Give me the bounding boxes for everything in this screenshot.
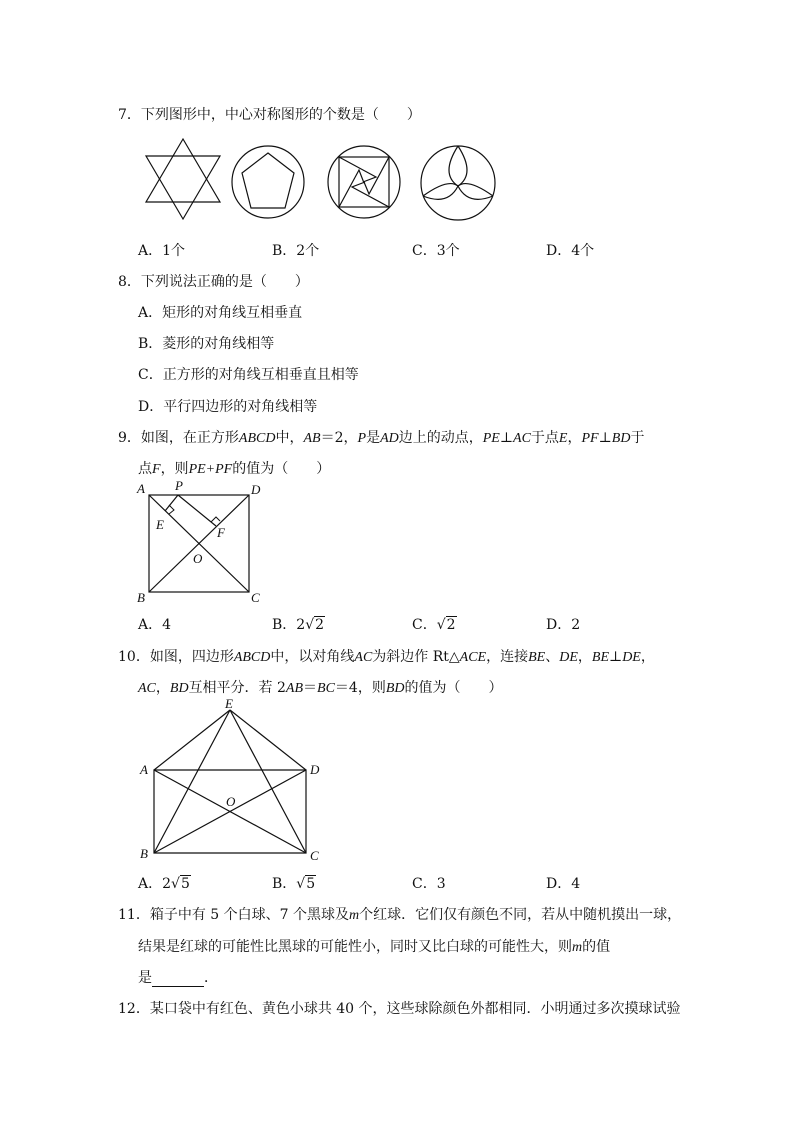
q7-option-a: A．1个 bbox=[138, 243, 186, 259]
q10-option-b bbox=[272, 873, 316, 893]
q9-text: 于点 bbox=[530, 430, 559, 446]
q10-stem-line2 bbox=[138, 677, 503, 697]
q10-text: ⊥ bbox=[609, 649, 623, 665]
q9-label-c: C bbox=[251, 590, 260, 605]
q10-text: 、 bbox=[545, 649, 560, 665]
q11-line1 bbox=[118, 904, 681, 924]
q9-var: E bbox=[558, 431, 568, 446]
q9-var: PF bbox=[581, 431, 599, 446]
q10-text: ， bbox=[155, 680, 170, 696]
q10-option-d: D．4 bbox=[546, 876, 581, 892]
q10-var: BE bbox=[591, 650, 610, 665]
q10-label-d: D bbox=[310, 762, 320, 777]
q9-option-c-prefix: C． bbox=[412, 617, 437, 633]
q9-var: AB bbox=[303, 431, 321, 446]
answer-blank[interactable] bbox=[152, 972, 204, 987]
q10-stem-line1 bbox=[118, 646, 655, 666]
q9-var: PE+PF bbox=[188, 462, 233, 477]
q12-line1: 12．某口袋中有红色、黄色小球共 40 个，这些球除颜色外都相同．小明通过多次摸球试验 bbox=[118, 1001, 681, 1017]
q10-text: ＝4，则 bbox=[334, 680, 386, 696]
q10-label-o: O bbox=[226, 794, 236, 809]
q10-option-a-prefix: A．2 bbox=[138, 876, 172, 892]
sqrt-symbol: √5 bbox=[171, 876, 190, 892]
q10-text: 互相平分．若 2 bbox=[188, 680, 286, 696]
q10-var: ACE bbox=[459, 650, 487, 665]
q10-var: DE bbox=[622, 650, 641, 665]
three-arcs-in-circle-figure bbox=[418, 144, 498, 222]
q9-label-f: F bbox=[217, 525, 225, 540]
q10-var: BD bbox=[385, 681, 405, 696]
q9-var: AD bbox=[380, 431, 399, 446]
q7-option-b: B．2个 bbox=[272, 243, 320, 259]
squares-in-circle-figure bbox=[326, 144, 402, 220]
q9-stem-line1 bbox=[118, 427, 644, 447]
q9-option-a: A．4 bbox=[138, 617, 172, 633]
q10-label-a: A bbox=[140, 762, 148, 777]
q9-text: ＝2， bbox=[320, 430, 358, 446]
q9-text: 于 bbox=[630, 430, 645, 446]
q10-var: AC bbox=[138, 681, 156, 696]
q11-var: m bbox=[348, 908, 360, 923]
q7-stem: 7．下列图形中，中心对称图形的个数是（ ） bbox=[118, 107, 421, 123]
q10-var: AB bbox=[285, 681, 304, 696]
q9-stem-line2 bbox=[138, 458, 330, 478]
q8-option-c: C．正方形的对角线互相垂直且相等 bbox=[138, 367, 359, 383]
q10-text: 中，以对角线 bbox=[270, 649, 355, 665]
q10-text: ＝ bbox=[303, 680, 318, 696]
q9-label-e: E bbox=[156, 517, 164, 532]
q9-label-p: P bbox=[175, 478, 183, 493]
pentagon-in-circle-figure bbox=[230, 144, 306, 220]
q9-text: ⊥ bbox=[499, 430, 514, 446]
q9-text: ，则 bbox=[160, 461, 189, 477]
q11-line2 bbox=[138, 936, 610, 956]
q8-option-d: D．平行四边形的对角线相等 bbox=[138, 399, 318, 415]
q10-text: ，连接 bbox=[486, 649, 529, 665]
q9-label-o: O bbox=[193, 551, 203, 566]
q11-line3 bbox=[138, 967, 218, 987]
q11-text: 个红球．它们仅有颜色不同，若从中随机摸出一球， bbox=[359, 907, 682, 923]
q10-var: ABCD bbox=[233, 650, 271, 665]
q7-option-c: C．3个 bbox=[412, 243, 460, 259]
q10-text: 为斜边作 Rt△ bbox=[372, 649, 460, 665]
q11-text: 是 bbox=[138, 970, 152, 986]
q10-text: ， bbox=[640, 649, 655, 665]
q9-text: 点 bbox=[138, 461, 152, 477]
q10-option-b-radicand: 5 bbox=[306, 876, 316, 892]
q9-text: ⊥ bbox=[598, 430, 612, 446]
q10-label-b: B bbox=[140, 846, 148, 861]
q10-text: ， bbox=[577, 649, 592, 665]
q10-var: BE bbox=[528, 650, 546, 665]
q9-label-a: A bbox=[137, 481, 145, 496]
q10-option-a-radicand: 5 bbox=[180, 876, 190, 892]
sqrt-symbol: √5 bbox=[296, 876, 316, 892]
q10-label-e: E bbox=[225, 698, 233, 711]
q9-text: 中， bbox=[275, 430, 304, 446]
q11-text: 结果是红球的可能性比黑球的可能性小，同时又比白球的可能性大，则 bbox=[138, 939, 572, 955]
q10-var: BD bbox=[169, 681, 189, 696]
sqrt-symbol: √2 bbox=[305, 617, 325, 633]
q9-option-b bbox=[272, 614, 325, 634]
q8-option-b: B．菱形的对角线相等 bbox=[138, 336, 275, 352]
q10-text: 10．如图，四边形 bbox=[118, 649, 234, 665]
q10-option-a bbox=[138, 873, 191, 893]
q8-stem: 8．下列说法正确的是（ ） bbox=[118, 274, 309, 290]
q9-option-c bbox=[412, 614, 457, 634]
q9-option-b-radicand: 2 bbox=[315, 617, 325, 633]
q9-var: PE bbox=[482, 431, 500, 446]
q10-rectangle-figure bbox=[134, 698, 334, 866]
q9-square-figure bbox=[132, 476, 272, 606]
q9-var: F bbox=[152, 462, 161, 477]
q10-var: DE bbox=[559, 650, 578, 665]
q11-text: 的值 bbox=[582, 939, 611, 955]
q9-option-c-radicand: 2 bbox=[446, 617, 456, 633]
q10-var: AC bbox=[354, 650, 373, 665]
q10-var: BC bbox=[317, 681, 335, 696]
q9-var: ABCD bbox=[238, 431, 276, 446]
q9-text: 是 bbox=[366, 430, 381, 446]
q9-text: 的值为（ ） bbox=[232, 461, 331, 477]
q8-option-a: A．矩形的对角线互相垂直 bbox=[138, 305, 303, 321]
q11-text: 11．箱子中有 5 个白球、7 个黑球及 bbox=[118, 907, 349, 923]
q9-option-d: D．2 bbox=[546, 617, 581, 633]
q10-option-c: C．3 bbox=[412, 876, 446, 892]
q9-label-d: D bbox=[251, 482, 261, 497]
q7-option-d: D．4个 bbox=[546, 243, 595, 259]
q10-text: 的值为（ ） bbox=[404, 680, 503, 696]
q9-option-b-prefix: B．2 bbox=[272, 617, 306, 633]
q9-text: ， bbox=[567, 430, 582, 446]
q9-text: 边上的动点， bbox=[398, 430, 483, 446]
q11-text: ． bbox=[204, 970, 218, 986]
q10-label-c: C bbox=[310, 848, 319, 863]
q9-text: 9．如图，在正方形 bbox=[118, 430, 239, 446]
q9-var: AC bbox=[513, 431, 531, 446]
q9-label-b: B bbox=[137, 590, 145, 605]
q10-option-b-prefix: B． bbox=[272, 876, 297, 892]
q11-var: m bbox=[572, 940, 583, 955]
sqrt-symbol: √2 bbox=[436, 617, 456, 633]
q9-var: BD bbox=[611, 431, 631, 446]
q9-var: P bbox=[357, 431, 367, 446]
hexagram-figure bbox=[138, 134, 228, 224]
